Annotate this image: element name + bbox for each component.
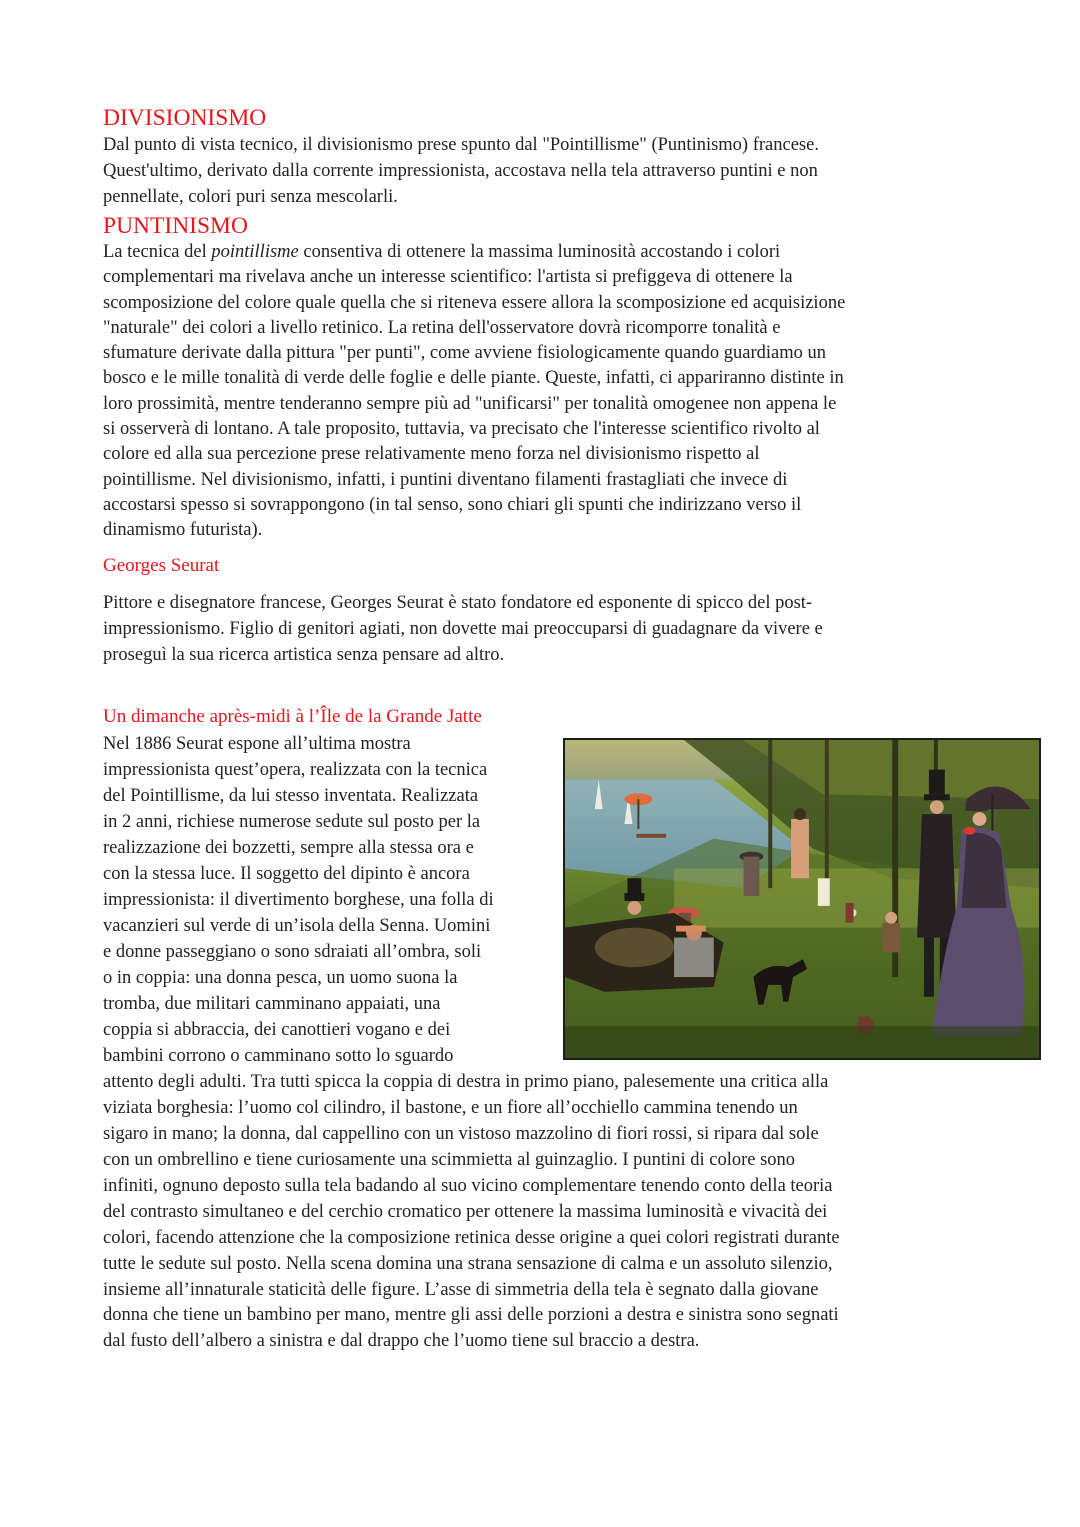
paragraph-line: del contrasto simultaneo e del cerchio cromatico per ottenere la massima luminosità e vivacità dei (103, 1201, 828, 1222)
paragraph-line: complementari ma rivelava anche un interesse scientifico: l'artista si prefiggeva di ottenere la (103, 267, 793, 288)
paragraph-line: tromba, due militari camminano appaiati, una (103, 994, 441, 1014)
seurat-paragraph (103, 591, 823, 669)
paragraph-line: con un ombrellino e tiene curiosamente una scimmietta al guinzaglio. I puntini di colore sono (103, 1149, 796, 1170)
paragraph-line: Pittore e disegnatore francese, Georges Seurat è stato fondatore ed esponente di spicco del post- (103, 593, 813, 613)
paragraph-line: e donne passeggiano o sono sdraiati all’ombra, soli (103, 942, 482, 962)
paragraph-line: Nel 1886 Seurat espone all’ultima mostra (103, 734, 411, 754)
paragraph-line: tutte le sedute sul posto. Nella scena domina una strana sensazione di calma e un assoluto silenzio, (103, 1253, 833, 1274)
painting-illustration (565, 740, 1039, 1058)
paragraph-line: del Pointillisme, da lui stesso inventata. Realizzata (103, 786, 479, 806)
paragraph-line: accostarsi spesso si sovrappongono (in tal senso, sono chiari gli spunti che indirizzano verso il (103, 494, 802, 515)
paragraph-line: vacanzieri sul verde di un’isola della Senna. Uomini (103, 916, 491, 936)
paragraph-line: dinamismo futurista). (103, 520, 263, 541)
jatte-heading: Un dimanche après-midi à l’Île de la Grande Jatte (103, 706, 482, 727)
paragraph-line: Quest'ultimo, derivato dalla corrente impressionista, accostava nella tela attraverso puntini e non (103, 160, 818, 181)
paragraph-line: bambini corrono o camminano sotto lo sguardo (103, 1046, 454, 1066)
paragraph-line: infiniti, ognuno deposto sulla tela badando al suo vicino complementare tenendo conto della teoria (103, 1175, 833, 1196)
paragraph-line (103, 240, 845, 265)
puntinismo-heading: PUNTINISMO (103, 213, 248, 239)
paragraph-line: attento degli adulti. Tra tutti spicca la coppia di destra in primo piano, palesemente una critica alla (103, 1072, 829, 1092)
puntinismo-paragraph (103, 240, 845, 544)
paragraph-line: scomposizione del colore quale quella che si riteneva essere allora la scomposizione ed acquisizione (103, 292, 846, 313)
paragraph-line: impressionista: il divertimento borghese, una folla di (103, 890, 494, 910)
paragraph-line: si osserverà di lontano. A tale proposito, tuttavia, va precisato che l'interesse scientifico rivolto al (103, 419, 820, 440)
paragraph-line: realizzazione dei bozzetti, sempre alla stessa ora e (103, 838, 474, 858)
paragraph-line: sfumature derivate dalla pittura "per punti", come avviene fisiologicamente quando guardiamo un (103, 343, 826, 364)
grande-jatte-painting (563, 738, 1041, 1060)
paragraph-line: proseguì la sua ricerca artistica senza pensare ad altro. (103, 644, 505, 665)
paragraph-line: "naturale" dei colori a livello retinico. La retina dell'osservatore dovrà ricomporre tonalità e (103, 317, 781, 338)
seurat-heading: Georges Seurat (103, 555, 220, 576)
divisionismo-paragraph (103, 133, 819, 211)
paragraph-line: impressionismo. Figlio di genitori agiati, non dovette mai preoccuparsi di guadagnare da vivere e (103, 618, 823, 639)
paragraph-line: impressionista quest’opera, realizzata con la tecnica (103, 760, 488, 780)
paragraph-line: o in coppia: una donna pesca, un uomo suona la (103, 968, 458, 988)
text-run: La tecnica del (103, 242, 212, 262)
jatte-paragraph-continued (103, 1070, 840, 1355)
paragraph-line: insieme all’innaturale staticità delle figure. L’asse di simmetria della tela è segnato dalla giovane (103, 1279, 819, 1300)
paragraph-line: colori, facendo attenzione che la composizione retinica desse origine a quei colori registrati durante (103, 1227, 840, 1248)
text-run: consentiva di ottenere la massima luminosità accostando i colori (298, 242, 781, 262)
divisionismo-heading: DIVISIONISMO (103, 105, 267, 131)
paragraph-line: donna che tiene un bambino per mano, mentre gli assi delle porzioni a destra e sinistra sono segnati (103, 1305, 839, 1326)
paragraph-line: sigaro in mano; la donna, dal cappellino con un vistoso mazzolino di fiori rossi, si ripara dal sole (103, 1123, 819, 1144)
paragraph-line: in 2 anni, richiese numerose sedute sul posto per la (103, 812, 481, 832)
paragraph-line: dal fusto dell’albero a sinistra e dal drappo che l’uomo tiene sul braccio a destra. (103, 1331, 700, 1352)
paragraph-line: Dal punto di vista tecnico, il divisionismo prese spunto dal "Pointillisme" (Puntinismo) francese. (103, 135, 819, 155)
paragraph-line: coppia si abbraccia, dei canottieri vogano e dei (103, 1020, 451, 1040)
italic-term: pointillisme (211, 242, 299, 262)
paragraph-line: loro prossimità, mentre tenderanno sempre più ad "unificarsi" per tonalità omogenee non appena le (103, 393, 837, 414)
paragraph-line: pennellate, colori puri senza mescolarli. (103, 186, 398, 207)
paragraph-line: colore ed alla sua percezione prese relativamente meno forza nel divisionismo rispetto al (103, 444, 760, 465)
paragraph-line: bosco e le mille tonalità di verde delle foglie e delle piante. Queste, infatti, ci appariranno distinte in (103, 368, 844, 389)
paragraph-line: con la stessa luce. Il soggetto del dipinto è ancora (103, 864, 470, 884)
paragraph-line: pointillisme. Nel divisionismo, infatti, i puntini diventano filamenti frastagliati che invece di (103, 469, 788, 490)
jatte-wrapped-text (103, 731, 558, 1069)
paragraph-line: viziata borghesia: l’uomo col cilindro, il bastone, e un fiore all’occhiello cammina tenendo un (103, 1097, 798, 1118)
